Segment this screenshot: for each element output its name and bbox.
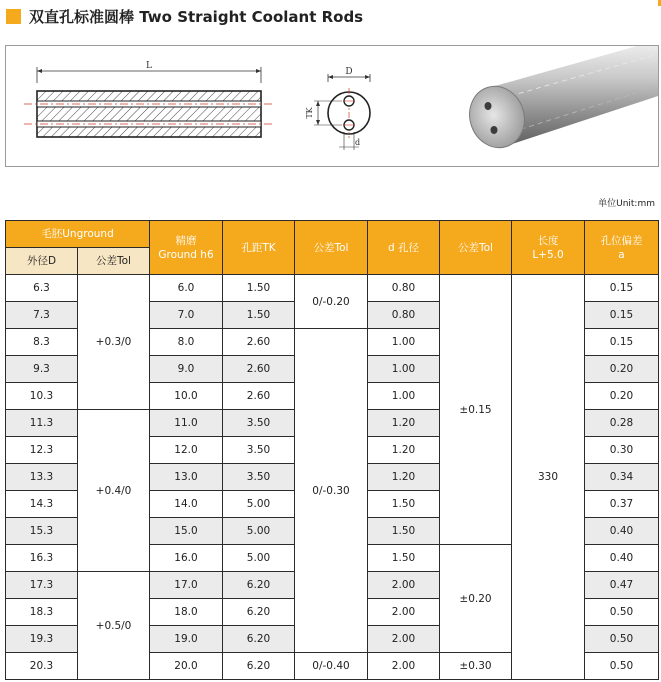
cell-hole-d: 2.00 — [368, 626, 440, 653]
cell-deviation: 0.50 — [585, 599, 659, 626]
cell-deviation: 0.20 — [585, 383, 659, 410]
cell-tk: 6.20 — [223, 626, 295, 653]
cell-ground: 18.0 — [150, 599, 223, 626]
cell-tk-tol: 0/-0.20 — [295, 275, 368, 329]
cell-tk: 5.00 — [223, 491, 295, 518]
header-deviation-line2: a — [618, 248, 625, 261]
cell-ground: 19.0 — [150, 626, 223, 653]
cell-ground: 14.0 — [150, 491, 223, 518]
cell-hole-d: 1.50 — [368, 518, 440, 545]
cell-outer-d: 20.3 — [6, 653, 78, 680]
cell-hole-d: 2.00 — [368, 599, 440, 626]
cell-tk-tol: 0/-0.40 — [295, 653, 368, 680]
cell-ground: 13.0 — [150, 464, 223, 491]
section-header — [6, 4, 363, 28]
cell-hole-d: 1.00 — [368, 329, 440, 356]
header-outer-diameter: 外径D — [6, 248, 78, 275]
cell-deviation: 0.15 — [585, 275, 659, 302]
cell-hole-d: 1.00 — [368, 383, 440, 410]
product-photo — [400, 45, 659, 167]
page-title: 双直孔标准圆棒 Two Straight Coolant Rods — [29, 7, 364, 26]
header-ground — [150, 221, 223, 275]
spec-table — [5, 220, 659, 680]
title-marker — [6, 9, 21, 24]
unit-label: 单位Unit:mm — [598, 199, 655, 209]
cell-tk: 3.50 — [223, 410, 295, 437]
cell-outer-d: 12.3 — [6, 437, 78, 464]
cell-deviation: 0.15 — [585, 329, 659, 356]
table-row — [6, 275, 659, 302]
cell-deviation: 0.40 — [585, 545, 659, 572]
cell-outer-d: 14.3 — [6, 491, 78, 518]
cell-deviation: 0.50 — [585, 653, 659, 680]
cell-blank-tol: +0.4/0 — [78, 410, 150, 572]
cell-tk: 1.50 — [223, 302, 295, 329]
cell-blank-tol: +0.5/0 — [78, 572, 150, 680]
cell-tk: 6.20 — [223, 653, 295, 680]
hole-distance-label: TK — [305, 107, 314, 119]
cell-ground: 20.0 — [150, 653, 223, 680]
cell-blank-tol: +0.3/0 — [78, 275, 150, 410]
cell-tk: 5.00 — [223, 518, 295, 545]
cell-outer-d: 13.3 — [6, 464, 78, 491]
cell-outer-d: 19.3 — [6, 626, 78, 653]
cell-tk: 5.00 — [223, 545, 295, 572]
cell-outer-d: 16.3 — [6, 545, 78, 572]
cell-outer-d: 6.3 — [6, 275, 78, 302]
cell-hole-d: 1.20 — [368, 464, 440, 491]
header-ground-line2: Ground h6 — [158, 248, 214, 261]
cell-deviation: 0.47 — [585, 572, 659, 599]
cell-outer-d: 15.3 — [6, 518, 78, 545]
cell-hole-d: 0.80 — [368, 302, 440, 329]
cell-ground: 7.0 — [150, 302, 223, 329]
cell-outer-d: 18.3 — [6, 599, 78, 626]
header-length-line1: 长度 — [537, 234, 559, 247]
header-deviation-line1: 孔位偏差 — [600, 234, 643, 247]
cell-ground: 17.0 — [150, 572, 223, 599]
cell-ground: 12.0 — [150, 437, 223, 464]
cell-deviation: 0.40 — [585, 518, 659, 545]
cell-deviation: 0.50 — [585, 626, 659, 653]
cell-ground: 15.0 — [150, 518, 223, 545]
cell-tk-tol: 0/-0.30 — [295, 329, 368, 653]
cell-ground: 6.0 — [150, 275, 223, 302]
header-hole-diameter: d 孔径 — [368, 221, 440, 275]
cell-ground: 9.0 — [150, 356, 223, 383]
cell-tk: 6.20 — [223, 599, 295, 626]
cell-d-tol: ±0.30 — [440, 653, 512, 680]
cell-deviation: 0.30 — [585, 437, 659, 464]
cell-hole-d: 1.20 — [368, 437, 440, 464]
cell-deviation: 0.15 — [585, 302, 659, 329]
cell-d-tol: ±0.20 — [440, 545, 512, 653]
cell-tk: 2.60 — [223, 329, 295, 356]
cell-tk: 2.60 — [223, 383, 295, 410]
cell-ground: 11.0 — [150, 410, 223, 437]
header-length — [512, 221, 585, 275]
length-label: L — [146, 61, 152, 71]
cell-tk: 6.20 — [223, 572, 295, 599]
cell-outer-d: 8.3 — [6, 329, 78, 356]
cell-hole-d: 1.20 — [368, 410, 440, 437]
cell-tk: 3.50 — [223, 437, 295, 464]
cell-hole-d: 2.00 — [368, 653, 440, 680]
header-d-tolerance: 公差Tol — [440, 221, 512, 275]
header-length-line2: L+5.0 — [532, 248, 564, 261]
header-ground-line1: 精磨 — [175, 234, 197, 247]
cell-length: 330 — [512, 275, 585, 680]
cell-deviation: 0.28 — [585, 410, 659, 437]
rod-drawing — [6, 46, 401, 166]
cell-outer-d: 11.3 — [6, 410, 78, 437]
cell-outer-d: 7.3 — [6, 302, 78, 329]
cell-deviation: 0.37 — [585, 491, 659, 518]
cell-d-tol: ±0.15 — [440, 275, 512, 545]
cell-ground: 16.0 — [150, 545, 223, 572]
cell-outer-d: 17.3 — [6, 572, 78, 599]
cell-tk: 1.50 — [223, 275, 295, 302]
header-deviation — [585, 221, 659, 275]
cell-ground: 10.0 — [150, 383, 223, 410]
cell-outer-d: 9.3 — [6, 356, 78, 383]
cell-deviation: 0.20 — [585, 356, 659, 383]
diameter-label: D — [345, 67, 353, 77]
header-tk-tolerance: 公差Tol — [295, 221, 368, 275]
cell-tk: 2.60 — [223, 356, 295, 383]
cell-hole-d: 2.00 — [368, 572, 440, 599]
header-blank-tolerance: 公差Tol — [78, 248, 150, 275]
header-blank-group: 毛胚Unground — [6, 221, 150, 248]
cell-deviation: 0.34 — [585, 464, 659, 491]
header-hole-distance: 孔距TK — [223, 221, 295, 275]
cell-hole-d: 0.80 — [368, 275, 440, 302]
hole-diameter-label: d — [355, 138, 361, 147]
cell-tk: 3.50 — [223, 464, 295, 491]
cell-ground: 8.0 — [150, 329, 223, 356]
cell-outer-d: 10.3 — [6, 383, 78, 410]
cell-hole-d: 1.50 — [368, 545, 440, 572]
rod-illustration — [400, 46, 658, 166]
cell-hole-d: 1.50 — [368, 491, 440, 518]
cell-hole-d: 1.00 — [368, 356, 440, 383]
technical-drawing — [5, 45, 402, 167]
